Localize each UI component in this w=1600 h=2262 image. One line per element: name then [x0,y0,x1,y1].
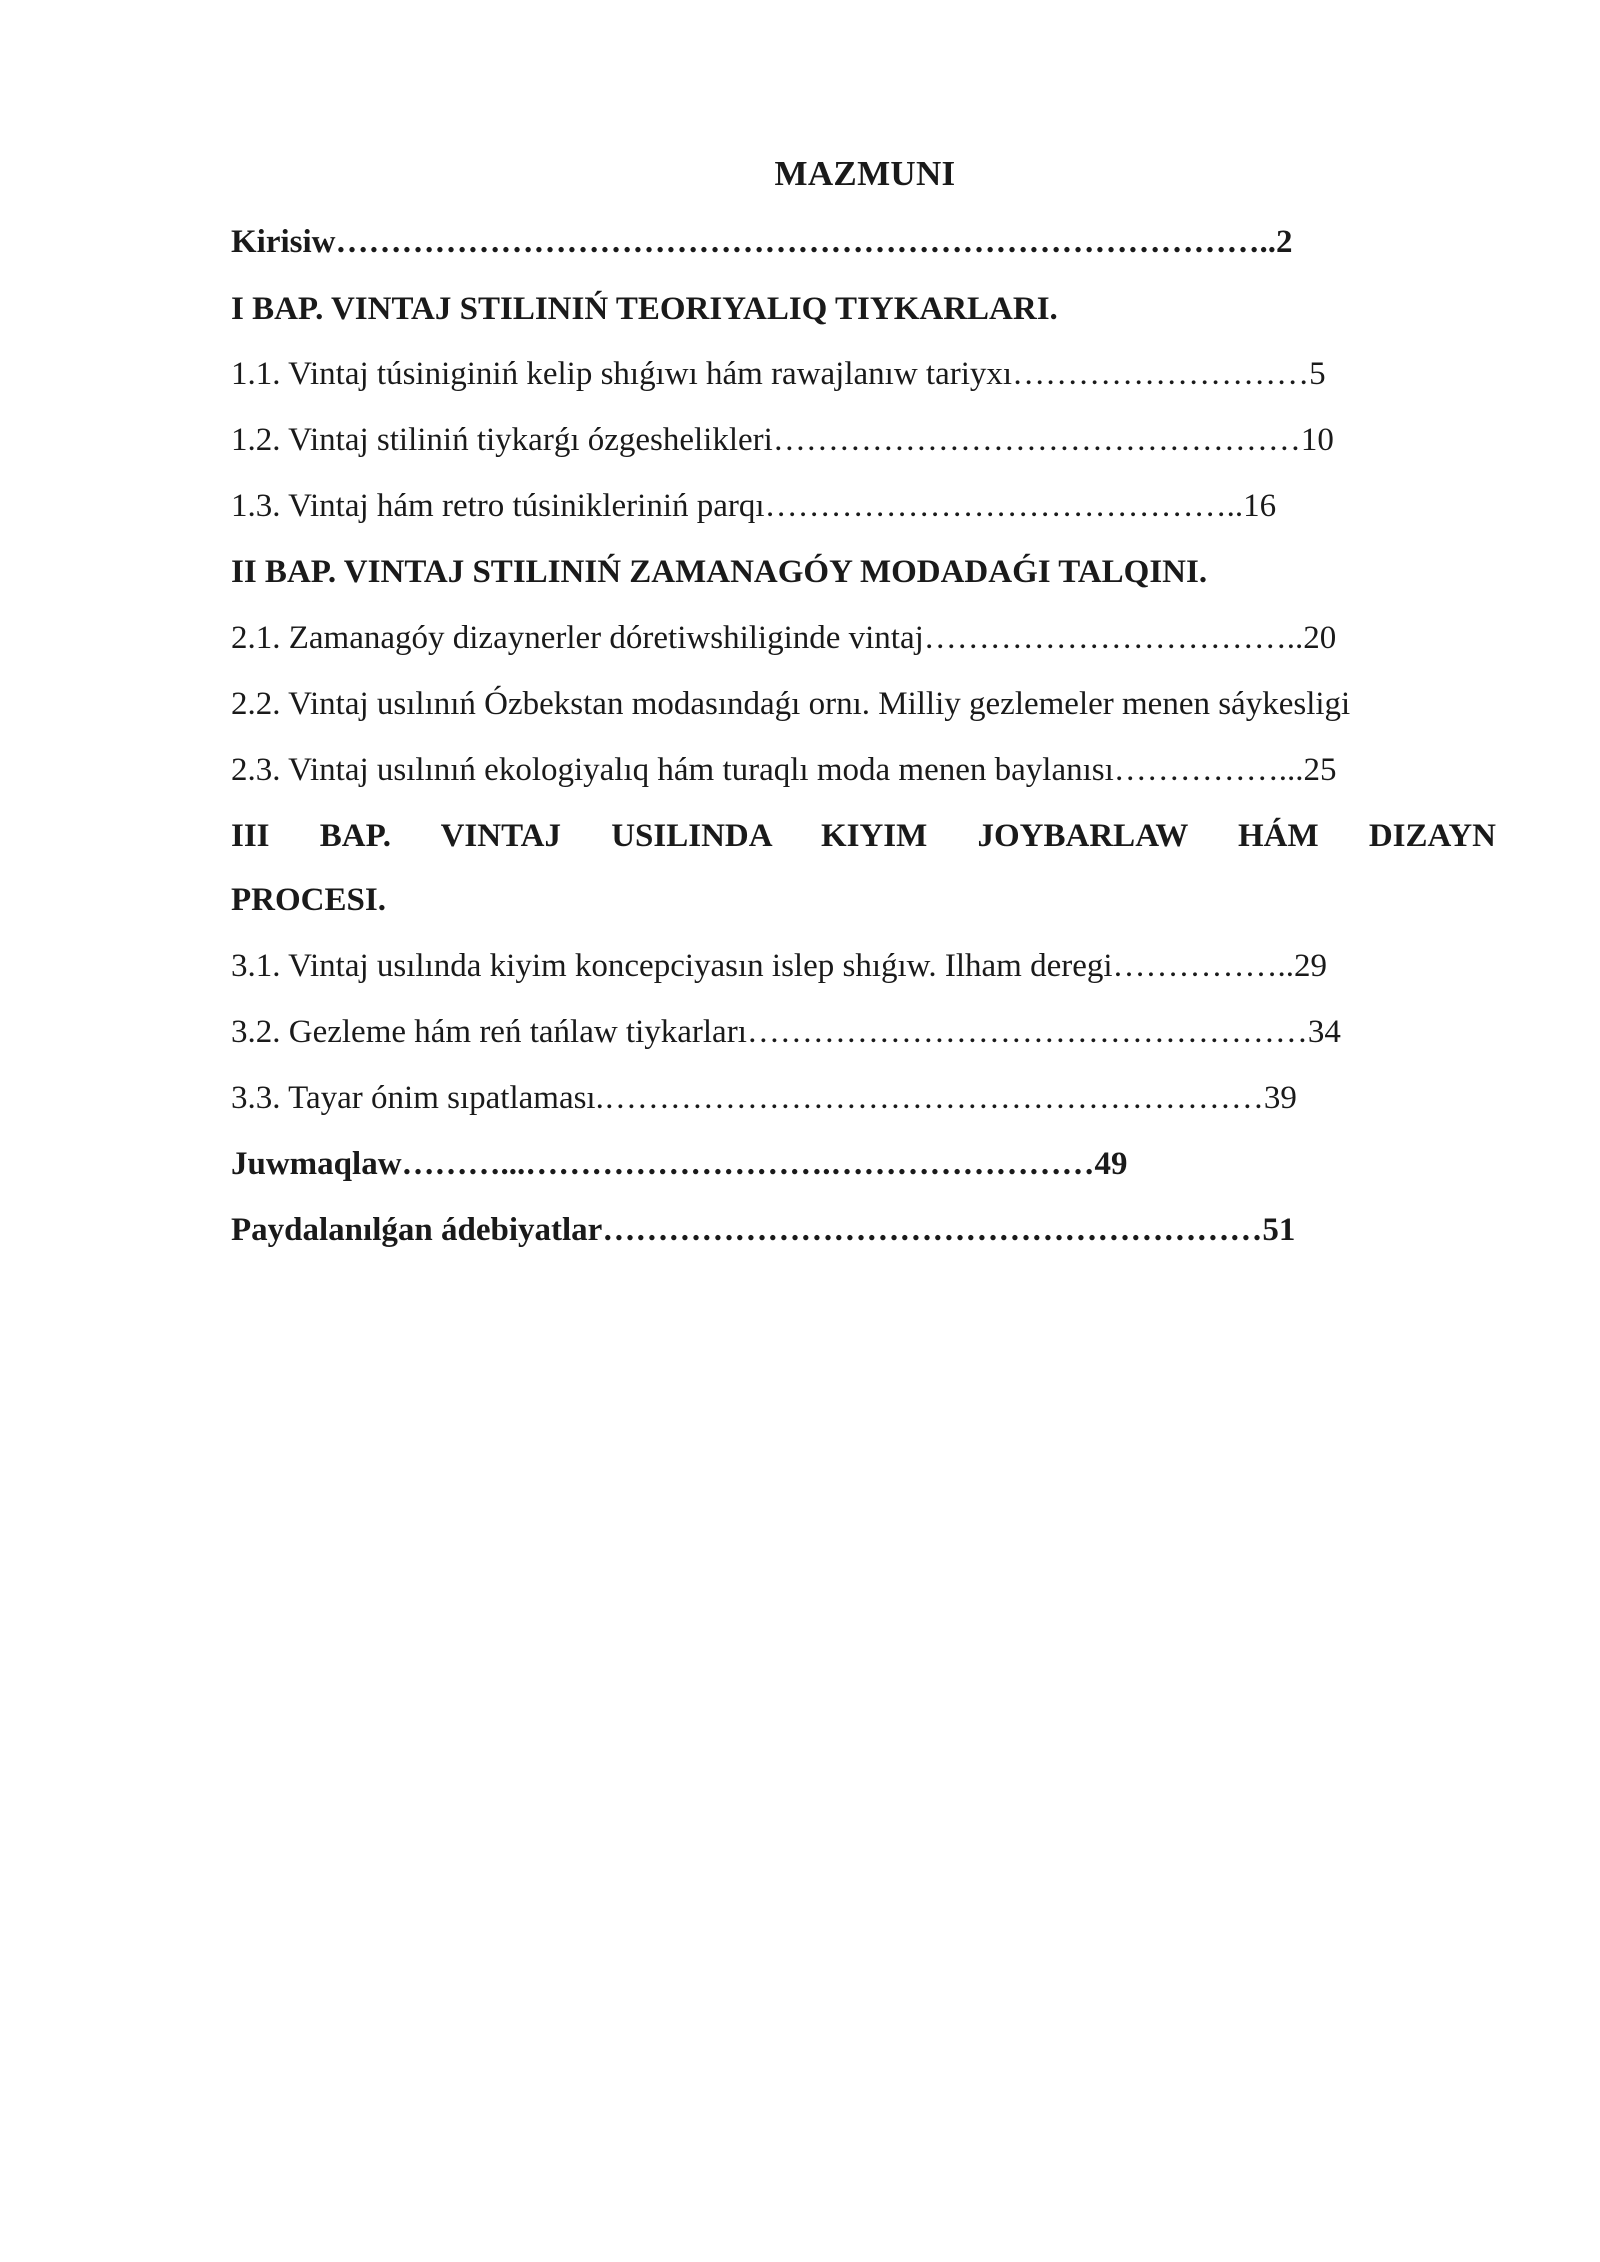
toc-label: 2.1. Zamanagóy dizaynerler dóretiwshiliginde vintaj [231,620,924,656]
toc-chapter-3 [231,814,1496,858]
toc-entry-conclusion [231,1142,1128,1186]
toc-entry-2-1 [231,616,1336,660]
toc-label: 2.3. Vintaj usılınıń ekologiyalıq hám turaqlı moda menen baylanısı [231,752,1114,788]
toc-chapter-2 [231,550,1207,594]
toc-entry-3-1 [231,944,1327,988]
toc-entry-2-2 [231,682,1350,726]
toc-chapter-1 [231,287,1058,331]
toc-leader: ………………………………………………………………………….. [335,224,1276,260]
toc-label: II BAP. VINTAJ STILINIŃ ZAMANAGÓY MODADAǴI TALQINI. [231,554,1208,590]
toc-leader: …………….. [1112,948,1295,984]
toc-leader: …………………………………………………… [603,1080,1264,1116]
toc-page-number: 2 [1276,224,1293,260]
toc-title: MAZMUNI [774,154,956,193]
toc-leader: …………………………………………… [746,1014,1308,1050]
toc-entry-1-2 [231,418,1334,462]
toc-page-number: 39 [1263,1080,1297,1116]
toc-page-number: 10 [1300,422,1334,458]
toc-label: Kirisiw [231,224,336,260]
toc-label: III BAP. VINTAJ USILINDA KIYIM JOYBARLAW HÁM DIZAYN [231,818,1496,854]
toc-label: PROCESI. [231,882,386,918]
toc-page-number: 16 [1243,488,1277,524]
toc-label: 3.1. Vintaj usılında kiyim koncepciyasın islep shıǵıw. Ilham deregi [231,948,1113,984]
toc-entry-1-3 [231,484,1276,528]
toc-page-number: 34 [1307,1014,1341,1050]
toc-label: 2.2. Vintaj usılınıń Ózbekstan modasındaǵı ornı. Milliy gezlemeler menen sáykesligi [231,686,1351,722]
toc-label: 1.1. Vintaj túsiniginiń kelip shıǵıwı hám rawajlanıw tariyxı [231,356,1013,392]
toc-page-number: 5 [1309,356,1326,392]
toc-entry-1-1 [231,352,1326,396]
toc-leader: …………………………………………………… [602,1212,1263,1248]
toc-chapter-3-continued [231,878,386,922]
toc-page-number: 49 [1094,1146,1128,1182]
toc-page-number: 51 [1262,1212,1296,1248]
toc-leader: ……………………… [1012,356,1310,392]
toc-leader: ………………………………………… [772,422,1301,458]
toc-page-number: 29 [1294,948,1328,984]
toc-entry-introduction [231,220,1293,264]
toc-leader: ………...……………………….…………………… [401,1146,1095,1182]
toc-entry-bibliography [231,1208,1295,1252]
toc-label: 1.2. Vintaj stiliniń tiykarǵı ózgeshelikleri [231,422,773,458]
toc-leader: …………………………………….. [764,488,1244,524]
toc-entry-2-3 [231,748,1337,792]
toc-entry-3-3 [231,1076,1297,1120]
toc-page-number: 25 [1303,752,1337,788]
toc-leader: ……………... [1113,752,1304,788]
toc-entry-3-2 [231,1010,1341,1054]
toc-label: 3.3. Tayar ónim sıpatlaması. [231,1080,604,1116]
toc-page-number: 20 [1303,620,1337,656]
toc-leader: …………………………….. [923,620,1304,656]
toc-label: 3.2. Gezleme hám reń tańlaw tiykarları [231,1014,747,1050]
toc-label: Juwmaqlaw [231,1146,402,1182]
toc-label: I BAP. VINTAJ STILINIŃ TEORIYALIQ TIYKARLARI. [231,291,1058,327]
toc-label: Paydalanılǵan ádebiyatlar [231,1212,603,1248]
toc-label: 1.3. Vintaj hám retro túsinikleriniń parqı [231,488,765,524]
